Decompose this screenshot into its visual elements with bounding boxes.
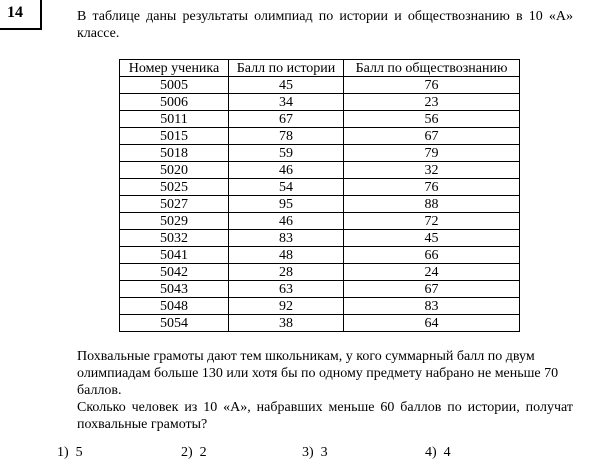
social-score-cell: 66 <box>344 247 520 264</box>
history-score-cell: 83 <box>229 230 344 247</box>
social-score-cell: 76 <box>344 179 520 196</box>
social-score-cell: 64 <box>344 315 520 332</box>
question-number: 14 <box>7 4 23 21</box>
answer-options <box>0 444 600 464</box>
answer-option-value: 5 <box>75 445 83 460</box>
answer-option-3[interactable] <box>302 444 328 461</box>
history-score-cell: 45 <box>229 77 344 94</box>
student-id-cell: 5005 <box>120 77 229 94</box>
answer-option-number: 4) <box>425 445 437 460</box>
award-condition-text: Похвальные грамоты дают тем школьникам, у кого суммарный балл по двум олимпиадам больше 130 или хотя бы по одному предмету набрано не меньше 70 баллов. <box>77 349 559 398</box>
answer-option-value: 2 <box>199 445 207 460</box>
history-score-cell: 34 <box>229 94 344 111</box>
question-text: Сколько человек из 10 «А», набравших меньше 60 баллов по истории, получат похвальные грамоты? <box>77 400 573 432</box>
student-id-cell: 5027 <box>120 196 229 213</box>
social-score-cell: 45 <box>344 230 520 247</box>
answer-option-value: 4 <box>443 445 451 460</box>
table-row <box>120 196 520 213</box>
history-score-cell: 54 <box>229 179 344 196</box>
results-table <box>119 59 520 332</box>
history-score-cell: 38 <box>229 315 344 332</box>
history-score-cell: 46 <box>229 162 344 179</box>
answer-option-number: 2) <box>181 445 193 460</box>
history-score-cell: 28 <box>229 264 344 281</box>
table-row <box>120 213 520 230</box>
social-score-cell: 76 <box>344 77 520 94</box>
history-score-cell: 63 <box>229 281 344 298</box>
social-score-cell: 67 <box>344 281 520 298</box>
social-score-cell: 88 <box>344 196 520 213</box>
student-id-cell: 5018 <box>120 145 229 162</box>
table-row <box>120 128 520 145</box>
student-id-cell: 5041 <box>120 247 229 264</box>
table-row <box>120 281 520 298</box>
table-row <box>120 145 520 162</box>
answer-option-value: 3 <box>320 445 328 460</box>
student-id-cell: 5011 <box>120 111 229 128</box>
student-id-cell: 5043 <box>120 281 229 298</box>
table-header-row <box>120 60 520 77</box>
student-id-cell: 5054 <box>120 315 229 332</box>
student-id-cell: 5025 <box>120 179 229 196</box>
student-id-cell: 5029 <box>120 213 229 230</box>
history-score-cell: 48 <box>229 247 344 264</box>
table-row <box>120 111 520 128</box>
student-id-cell: 5032 <box>120 230 229 247</box>
table-row <box>120 77 520 94</box>
student-id-cell: 5048 <box>120 298 229 315</box>
history-score-cell: 67 <box>229 111 344 128</box>
history-score-cell: 59 <box>229 145 344 162</box>
table-row <box>120 315 520 332</box>
table-row <box>120 298 520 315</box>
social-score-cell: 79 <box>344 145 520 162</box>
answer-option-number: 3) <box>302 445 314 460</box>
history-score-cell: 92 <box>229 298 344 315</box>
answer-option-4[interactable] <box>425 444 451 461</box>
social-score-cell: 32 <box>344 162 520 179</box>
student-id-cell: 5006 <box>120 94 229 111</box>
table-row <box>120 230 520 247</box>
question-number-box <box>0 0 42 30</box>
history-score-cell: 46 <box>229 213 344 230</box>
answer-option-2[interactable] <box>181 444 207 461</box>
answer-option-number: 1) <box>57 445 69 460</box>
column-header-history-score: Балл по истории <box>229 60 344 77</box>
column-header-social-score: Балл по обществознанию <box>344 60 520 77</box>
student-id-cell: 5015 <box>120 128 229 145</box>
social-score-cell: 83 <box>344 298 520 315</box>
student-id-cell: 5020 <box>120 162 229 179</box>
social-score-cell: 24 <box>344 264 520 281</box>
student-id-cell: 5042 <box>120 264 229 281</box>
table-row <box>120 94 520 111</box>
social-score-cell: 56 <box>344 111 520 128</box>
table-row <box>120 247 520 264</box>
social-score-cell: 72 <box>344 213 520 230</box>
history-score-cell: 78 <box>229 128 344 145</box>
intro-text: В таблице даны результаты олимпиад по истории и обществознанию в 10 «А» классе. <box>77 9 573 41</box>
social-score-cell: 67 <box>344 128 520 145</box>
table-row <box>120 179 520 196</box>
answer-option-1[interactable] <box>57 444 83 461</box>
table-row <box>120 162 520 179</box>
history-score-cell: 95 <box>229 196 344 213</box>
social-score-cell: 23 <box>344 94 520 111</box>
column-header-student-id: Номер ученика <box>120 60 229 77</box>
table-row <box>120 264 520 281</box>
